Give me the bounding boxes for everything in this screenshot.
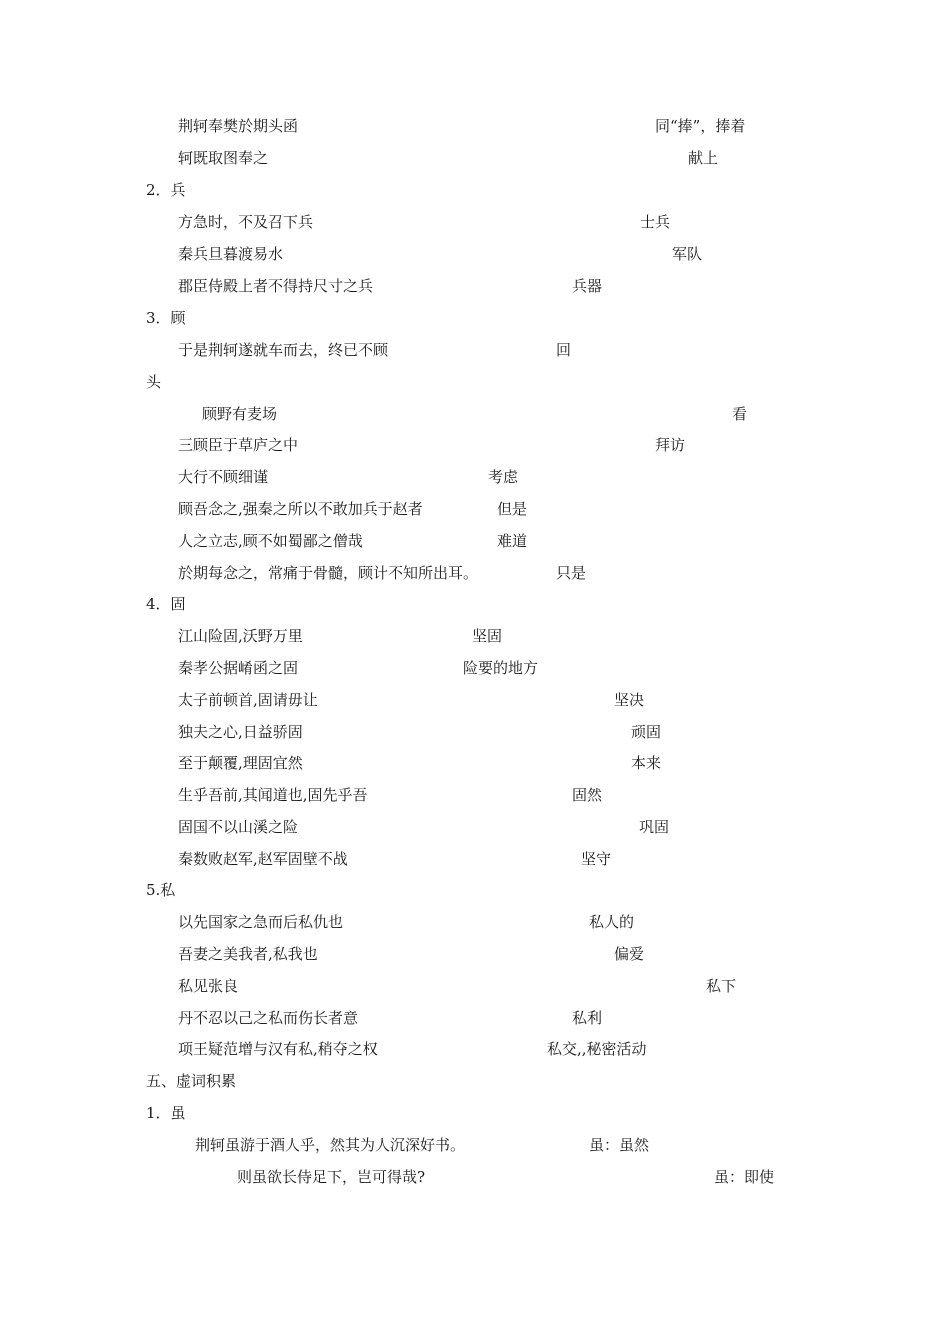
entry-sentence: 郡臣侍殿上者不得持尺寸之兵 (178, 277, 374, 295)
entry-meaning: 坚守 (581, 850, 612, 868)
section-heading (0, 1103, 950, 1135)
entry-meaning: 看 (732, 405, 748, 423)
entry-meaning: 偏爱 (614, 945, 645, 963)
entry-line (0, 753, 950, 785)
section-heading-text: 4．固 (146, 595, 186, 613)
entry-sentence: 至于颠覆,理固宜然 (178, 754, 303, 772)
section-heading-text: 5.私 (146, 881, 176, 899)
entry-meaning: 本来 (631, 754, 662, 772)
section-heading-text: 1．虽 (146, 1104, 186, 1122)
entry-line (0, 785, 950, 817)
entry-line (0, 404, 950, 436)
entry-meaning: 坚决 (614, 691, 645, 709)
entry-sentence: 生乎吾前,其闻道也,固先乎吾 (178, 786, 368, 804)
section-heading (0, 594, 950, 626)
entry-line (0, 116, 950, 148)
entry-sentence: 轲既取图奉之 (178, 149, 269, 167)
entry-line (0, 690, 950, 722)
entry-line (0, 1008, 950, 1040)
entry-sentence: 独夫之心,日益骄固 (178, 723, 303, 741)
entry-meaning: 只是 (556, 564, 587, 582)
entry-meaning: 兵器 (572, 277, 603, 295)
section-heading-text: 3．顾 (146, 309, 186, 327)
entry-sentence: 於期每念之，常痛于骨髓，顾计不知所出耳。 (178, 564, 479, 582)
entry-meaning: 顽固 (631, 723, 662, 741)
entry-meaning: 难道 (497, 532, 528, 550)
wrapped-line (0, 372, 950, 404)
entry-meaning: 拜访 (655, 436, 686, 454)
entry-meaning: 险要的地方 (463, 659, 539, 677)
entry-line (0, 1167, 950, 1199)
section-heading (0, 180, 950, 212)
entry-line (0, 976, 950, 1008)
entry-meaning: 固然 (572, 786, 603, 804)
entry-meaning: 虽：虽然 (589, 1136, 650, 1154)
entry-line (0, 340, 950, 372)
entry-sentence: 固国不以山溪之险 (178, 818, 299, 836)
entry-meaning: 巩固 (639, 818, 670, 836)
entry-sentence: 秦孝公据崤函之固 (178, 659, 299, 677)
entry-line (0, 276, 950, 308)
entry-meaning: 士兵 (640, 213, 671, 231)
section-heading-text: 2．兵 (146, 181, 186, 199)
entry-sentence: 人之立志,顾不如蜀鄙之僧哉 (178, 532, 363, 550)
entry-sentence: 大行不顾细谨 (178, 468, 269, 486)
entry-line (0, 499, 950, 531)
section-heading (0, 308, 950, 340)
wrapped-text: 头 (146, 373, 162, 391)
entry-line (0, 212, 950, 244)
entry-meaning: 回 (556, 341, 572, 359)
entry-sentence: 项王疑范增与汉有私,稍夺之权 (178, 1040, 378, 1058)
entry-line (0, 912, 950, 944)
entry-sentence: 则虽欲长侍足下，岂可得哉? (237, 1168, 426, 1186)
entry-sentence: 顾野有麦场 (202, 405, 278, 423)
section-heading (0, 1071, 950, 1103)
entry-sentence: 秦兵旦暮渡易水 (178, 245, 284, 263)
entry-meaning: 同“捧”，捧着 (655, 117, 746, 135)
entry-line (0, 467, 950, 499)
entry-line (0, 563, 950, 595)
entry-line (0, 722, 950, 754)
entry-sentence: 太子前顿首,固请毋让 (178, 691, 318, 709)
entry-line (0, 626, 950, 658)
section-heading (0, 880, 950, 912)
entry-line (0, 849, 950, 881)
entry-line (0, 148, 950, 180)
entry-line (0, 1039, 950, 1071)
entry-line (0, 817, 950, 849)
entry-sentence: 顾吾念之,强秦之所以不敢加兵于赵者 (178, 500, 423, 518)
entry-meaning: 但是 (497, 500, 528, 518)
entry-sentence: 丹不忍以己之私而伤长者意 (178, 1009, 359, 1027)
entry-sentence: 荆轲虽游于酒人乎，然其为人沉深好书。 (195, 1136, 466, 1154)
entry-meaning: 私利 (572, 1009, 603, 1027)
entry-line (0, 244, 950, 276)
entry-meaning: 虽：即使 (714, 1168, 775, 1186)
entry-sentence: 方急时，不及召下兵 (178, 213, 314, 231)
section-heading-text: 五、虚词积累 (146, 1072, 237, 1090)
entry-sentence: 三顾臣于草庐之中 (178, 436, 299, 454)
entry-meaning: 考虑 (488, 468, 519, 486)
entry-meaning: 私下 (706, 977, 737, 995)
entry-line (0, 531, 950, 563)
entry-sentence: 秦数败赵军,赵军固壁不战 (178, 850, 348, 868)
entry-line (0, 1135, 950, 1167)
entry-sentence: 以先国家之急而后私仇也 (178, 913, 344, 931)
entry-line (0, 944, 950, 976)
entry-sentence: 于是荆轲遂就车而去，终已不顾 (178, 341, 389, 359)
entry-meaning: 私人的 (589, 913, 635, 931)
entry-meaning: 私交,,秘密活动 (547, 1040, 647, 1058)
entry-line (0, 658, 950, 690)
entry-sentence: 吾妻之美我者,私我也 (178, 945, 318, 963)
entry-meaning: 坚固 (472, 627, 503, 645)
entry-sentence: 江山险固,沃野万里 (178, 627, 303, 645)
entry-meaning: 军队 (672, 245, 703, 263)
entry-sentence: 私见张良 (178, 977, 239, 995)
entry-sentence: 荆轲奉樊於期头函 (178, 117, 299, 135)
entry-meaning: 献上 (688, 149, 719, 167)
entry-line (0, 435, 950, 467)
